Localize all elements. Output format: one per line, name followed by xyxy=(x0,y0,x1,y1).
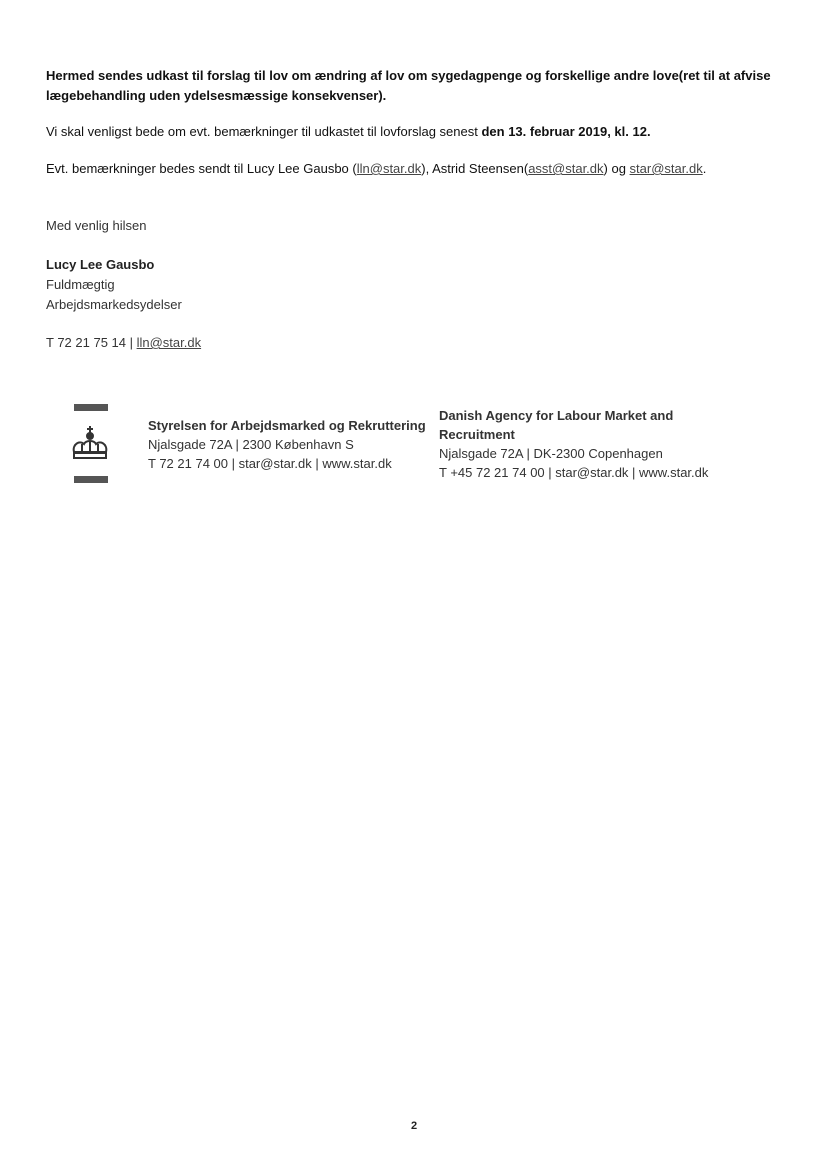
logo-bar-bottom xyxy=(74,476,108,483)
agency-name-english-line1: Danish Agency for Labour Market and xyxy=(439,408,674,423)
paragraph-contacts xyxy=(46,159,786,179)
paragraph-deadline xyxy=(46,122,786,142)
deadline-date: den 13. februar 2019, kl. 12. xyxy=(481,124,651,139)
danish-crown-icon xyxy=(70,426,110,462)
signature-title: Fuldmægtig xyxy=(46,277,115,292)
paragraph-intro: Hermed sendes udkast til forslag til lov om ændring af lov om sygedagpenge og forskellige andre love(ret til at afvise lægebehandling uden ydelsesmæssige konsekvenser). xyxy=(46,68,771,103)
deadline-prefix: Vi skal venligst bede om evt. bemærkninger til udkastet til lovforslag senest xyxy=(46,124,482,139)
phone-text: T 72 21 75 14 | xyxy=(46,335,137,350)
contacts-text-4: . xyxy=(702,161,707,176)
footer-english-block xyxy=(439,406,708,482)
agency-contact-danish: T 72 21 74 00 | star@star.dk | www.star.dk xyxy=(148,456,392,471)
page-number: 2 xyxy=(410,1120,418,1132)
email-link-star[interactable]: star@star.dk xyxy=(629,161,703,176)
contacts-text-3: ) og xyxy=(603,161,630,176)
footer-danish-block xyxy=(148,416,426,473)
agency-address-danish: Njalsgade 72A | 2300 København S xyxy=(148,437,354,452)
agency-address-english: Njalsgade 72A | DK-2300 Copenhagen xyxy=(439,446,663,461)
greeting: Med venlig hilsen xyxy=(46,218,147,233)
agency-contact-english: T +45 72 21 74 00 | star@star.dk | www.star.dk xyxy=(439,465,709,480)
contacts-text-2: ), Astrid Steensen( xyxy=(421,161,529,176)
signature-department: Arbejdsmarkedsydelser xyxy=(46,297,182,312)
signature-email-link[interactable]: lln@star.dk xyxy=(136,335,202,350)
contacts-text-1: Evt. bemærkninger bedes sendt til Lucy Lee Gausbo ( xyxy=(46,161,357,176)
agency-name-english-line2: Recruitment xyxy=(439,427,515,442)
email-link-asst[interactable]: asst@star.dk xyxy=(528,161,604,176)
email-link-lln[interactable]: lln@star.dk xyxy=(356,161,422,176)
agency-name-danish: Styrelsen for Arbejdsmarked og Rekruttering xyxy=(148,418,426,433)
signature-phone xyxy=(46,333,201,353)
signature-name: Lucy Lee Gausbo xyxy=(46,257,155,272)
logo-bar-top xyxy=(74,404,108,411)
